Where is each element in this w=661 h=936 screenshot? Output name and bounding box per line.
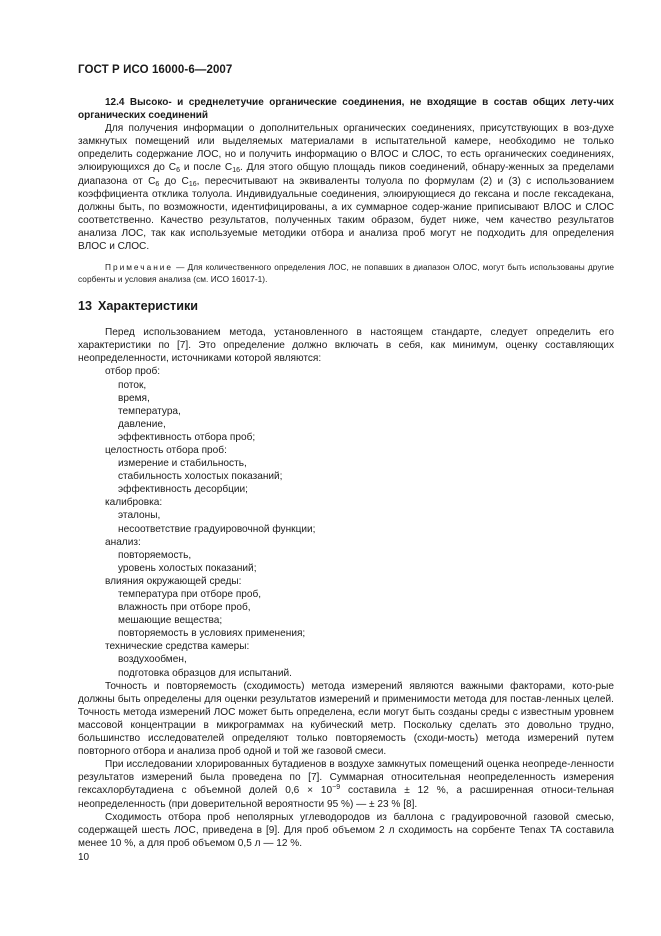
list-item: отбор проб:: [105, 366, 161, 378]
note-12-4: [78, 261, 614, 285]
page-body: [78, 96, 614, 850]
note-label: Примечание: [105, 262, 174, 273]
page-number: 10: [78, 852, 90, 863]
subsection-heading-12-4: 12.4 Высоко- и среднелетучие органические соединения, не входящие в состав общих лету-чих органических соединений: [78, 97, 614, 122]
paragraph-13-repeatability: Сходимость отбора проб неполярных углеводородов из баллона с градуировочной газовой смесью, содержащей шесть ЛОС, приведена в [9]. Для проб объемом 2 л сходимость на сорбенте Tenax TA составила менее 10 %, а для проб объемом 0,5 л — 12 %.: [78, 811, 614, 849]
list-item: эффективность десорбции;: [118, 484, 248, 496]
list-item: мешающие вещества;: [118, 615, 223, 627]
list-item: температура,: [118, 405, 181, 417]
list-item: давление,: [118, 418, 166, 430]
section-heading-13: [78, 299, 614, 314]
list-item: анализ:: [105, 536, 141, 548]
list-item: воздухообмен,: [118, 654, 187, 666]
list-item: калибровка:: [105, 497, 163, 509]
list-item: влияния окружающей среды:: [105, 575, 242, 587]
section-number: 13: [78, 299, 93, 314]
section-title: Характеристики: [98, 299, 198, 314]
list-item: подготовка образцов для испытаний.: [118, 667, 292, 679]
list-item: целостность отбора проб:: [105, 444, 227, 456]
list-item: поток,: [118, 379, 147, 391]
list-item: эффективность отбора проб;: [118, 431, 256, 443]
list-item: стабильность холостых показаний;: [118, 471, 283, 483]
list-item: повторяемость в условиях применения;: [118, 628, 306, 640]
running-header: ГОСТ Р ИСО 16000-6—2007: [78, 64, 233, 76]
list-item: измерение и стабильность,: [118, 458, 247, 470]
uncertainty-sources-list: [78, 365, 614, 679]
list-item: технические средства камеры:: [105, 641, 250, 653]
paragraph-12-4: Для получения информации о дополнительных органических соединениях, присутствующих в воз-духе замкнутых помещений или выделяемых материалами в испытательной камере, необходимо не только определить содержание ЛОС, но и получить информацию о ВЛОС и СЛОС, то есть органических соединениях, элюирующихся до $C_6$ и после $C_{16}$. Для этого общую площадь пиков соединений, обнару-женных за пределами диапазона от $C_6$ до $C_{16}$, пересчитывают на эквиваленты толуола по формулам (2) и (3) с использованием коэффициента отклика толуола. Индивидуальные соединения, элюирующиеся до гексана и после гексадекана, должны быть, по возможности, идентифицированы, а их суммарное содер-жание приписывают ВЛОС и СЛОС соответственно. Качество результатов, полученных таким образом, будет ниже, чем качество результатов анализа ЛОС, так как используемые методики отбора и анализа проб могут не подходить для определения ВЛОС и СЛОС.: [78, 123, 615, 253]
note-text: — Для количественного определения ЛОС, не попавших в диапазон ОЛОС, могут быть использованы другие сорбенты и условия анализа (см. ИСО 16017-1).: [78, 262, 614, 285]
list-item: эталоны,: [118, 510, 161, 522]
list-item: несоответствие градуировочной функции;: [118, 523, 316, 535]
paragraph-13-intro: Перед использованием метода, установленного в настоящем стандарте, следует определить его характеристики по [7]. Это определение должно включать в себя, как минимум, оценку составляющих неопределенности, источниками которой являются:: [78, 327, 614, 365]
list-item: уровень холостых показаний;: [118, 562, 257, 574]
paragraph-13-accuracy: Точность и повторяемость (сходимость) метода измерений являются важными факторами, кото-рые должны быть определены для оценки результатов измерений и применимости метода для постав-ленных целей. Точность метода измерений ЛОС может быть определена, если могут быть созданы среды с известным уровнем массовой концентрации в микрограммах на кубический метр. Поскольку сделать это довольно трудно, большинство исследователей определяют только повторяемость (сходи-мость) метода измерений путем повторного отбора и анализа проб одной и той же газовой смеси.: [78, 680, 614, 758]
list-item: влажность при отборе проб,: [118, 602, 251, 614]
paragraph-13-chlorinated: При исследовании хлорированных бутадиенов в воздухе замкнутых помещений оценка неопреде-ленности результатов измерений была проведена по [7]. Суммарная относительная неопределенность измерения гексахлорбутадиена с объемной долей $0,6 \times 10^{-9}$ составила ± 12 %, а расширенная относи-тельная неопределенность (при доверительной вероятности 95 %) — ± 23 % [8].: [78, 759, 614, 810]
list-item: температура при отборе проб,: [118, 589, 262, 600]
list-item: время,: [118, 392, 150, 404]
list-item: повторяемость,: [118, 549, 192, 561]
